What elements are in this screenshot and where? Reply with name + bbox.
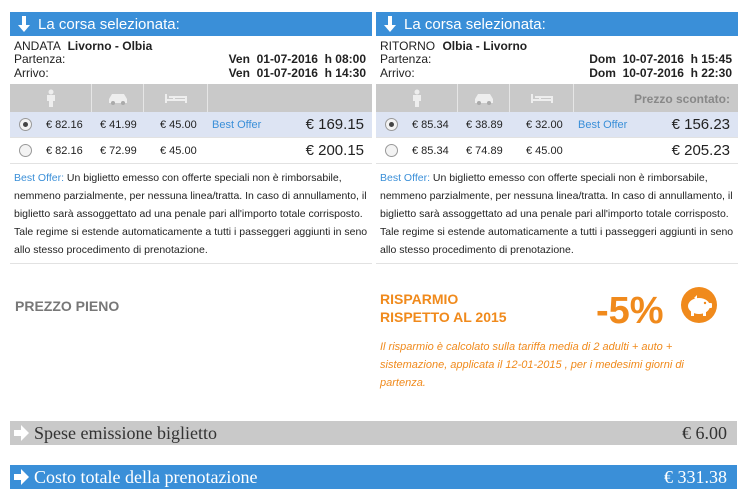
return-note <box>376 164 738 264</box>
down-arrow-icon <box>380 14 400 34</box>
down-arrow-icon <box>14 14 34 34</box>
full-price-label: PREZZO PIENO <box>15 298 120 314</box>
accommodation-price: € 45.00 <box>160 118 197 131</box>
car-icon <box>107 91 129 105</box>
accommodation-price: € 45.00 <box>160 144 197 157</box>
passenger-icon <box>410 89 424 107</box>
grand-total-bar <box>10 465 737 489</box>
saving-title-line1: RISPARMIO <box>380 291 459 307</box>
outbound-note-lead: Best Offer: <box>14 172 64 184</box>
return-departure-value: Dom 10-07-2016 h 15:45 <box>589 52 732 66</box>
fare-radio[interactable] <box>385 118 398 131</box>
return-arrival <box>376 66 738 80</box>
vehicle-price: € 72.99 <box>100 144 137 157</box>
return-header-title: La corsa selezionata: <box>404 15 546 33</box>
best-offer-link[interactable]: Best Offer <box>578 118 628 131</box>
bed-icon <box>165 92 187 104</box>
discount-label: Prezzo scontato: <box>633 92 730 106</box>
outbound-departure <box>10 52 372 66</box>
grand-total-label: Costo totale della prenotazione <box>34 466 258 487</box>
fare-total: € 156.23 <box>671 116 730 133</box>
grand-total-amount: € 331.38 <box>664 466 727 487</box>
outbound-departure-value: Ven 01-07-2016 h 08:00 <box>228 52 366 66</box>
outbound-departure-label: Partenza: <box>14 52 66 66</box>
car-icon <box>473 91 495 105</box>
outbound-fare-header <box>10 84 372 112</box>
outbound-note-text: Un biglietto emesso con offerte speciali non è rimborsabile, nemmeno parzialmente, per nessuna linea/tratta. In caso di annullamento, il biglietto sarà assoggettato ad una penale pari all'importo totale corrisposto. Tale regime si estende automaticamente a tutti i passeggeri aggiunti in seno allo stesso procedimento di prenotazione. <box>14 172 368 256</box>
outbound-route <box>10 36 372 52</box>
outbound-panel <box>10 12 372 264</box>
chevron-right-icon <box>10 422 32 444</box>
fees-amount: € 6.00 <box>682 422 727 443</box>
chevron-right-icon <box>10 466 32 488</box>
passenger-price: € 85.34 <box>412 144 449 157</box>
vehicle-price: € 74.89 <box>466 144 503 157</box>
return-fare-row[interactable] <box>376 112 738 138</box>
fees-bar <box>10 421 737 445</box>
fees-label: Spese emissione biglietto <box>34 422 217 443</box>
bed-icon <box>531 92 553 104</box>
outbound-arrival-value: Ven 01-07-2016 h 14:30 <box>228 66 366 80</box>
fare-total: € 205.23 <box>671 142 730 159</box>
saving-box <box>380 290 740 392</box>
outbound-fare-row[interactable] <box>10 112 372 138</box>
return-note-lead: Best Offer: <box>380 172 430 184</box>
passenger-price: € 85.34 <box>412 118 449 131</box>
piggy-bank-icon <box>680 286 718 324</box>
fare-total: € 169.15 <box>305 116 364 133</box>
outbound-route-name: Livorno - Olbia <box>67 39 153 53</box>
return-fare-header <box>376 84 738 112</box>
return-header <box>376 12 738 36</box>
saving-title-line2: RISPETTO AL 2015 <box>380 309 507 325</box>
outbound-arrival <box>10 66 372 80</box>
saving-description: Il risparmio è calcolato sulla tariffa media di 2 adulti + auto + sistemazione, applicata il 12-01-2015 , per i medesimi giorni di partenza. <box>380 341 684 389</box>
outbound-fare-row[interactable] <box>10 138 372 164</box>
return-departure-label: Partenza: <box>380 52 432 66</box>
outbound-arrival-label: Arrivo: <box>14 66 49 80</box>
outbound-header-title: La corsa selezionata: <box>38 15 180 33</box>
fare-radio[interactable] <box>19 144 32 157</box>
passenger-icon <box>44 89 58 107</box>
vehicle-price: € 41.99 <box>100 118 137 131</box>
return-note-text: Un biglietto emesso con offerte speciali non è rimborsabile, nemmeno parzialmente, per nessuna linea/tratta. In caso di annullamento, il biglietto sarà assoggettato ad una penale pari all'importo totale corrisposto. Tale regime si estende automaticamente a tutti i passeggeri aggiunti in seno allo stesso procedimento di prenotazione. <box>380 172 734 256</box>
fare-radio[interactable] <box>19 118 32 131</box>
return-arrival-value: Dom 10-07-2016 h 22:30 <box>589 66 732 80</box>
saving-percent: -5% <box>596 290 664 332</box>
passenger-price: € 82.16 <box>46 118 83 131</box>
return-route-name: Olbia - Livorno <box>442 39 528 53</box>
return-panel <box>376 12 738 264</box>
return-route <box>376 36 738 52</box>
outbound-direction: ANDATA <box>14 39 61 53</box>
return-direction: RITORNO <box>380 39 436 53</box>
fare-total: € 200.15 <box>305 142 364 159</box>
vehicle-price: € 38.89 <box>466 118 503 131</box>
accommodation-price: € 32.00 <box>526 118 563 131</box>
fare-radio[interactable] <box>385 144 398 157</box>
outbound-header <box>10 12 372 36</box>
outbound-note <box>10 164 372 264</box>
return-fare-row[interactable] <box>376 138 738 164</box>
best-offer-link[interactable]: Best Offer <box>212 118 262 131</box>
accommodation-price: € 45.00 <box>526 144 563 157</box>
return-departure <box>376 52 738 66</box>
passenger-price: € 82.16 <box>46 144 83 157</box>
return-arrival-label: Arrivo: <box>380 66 415 80</box>
